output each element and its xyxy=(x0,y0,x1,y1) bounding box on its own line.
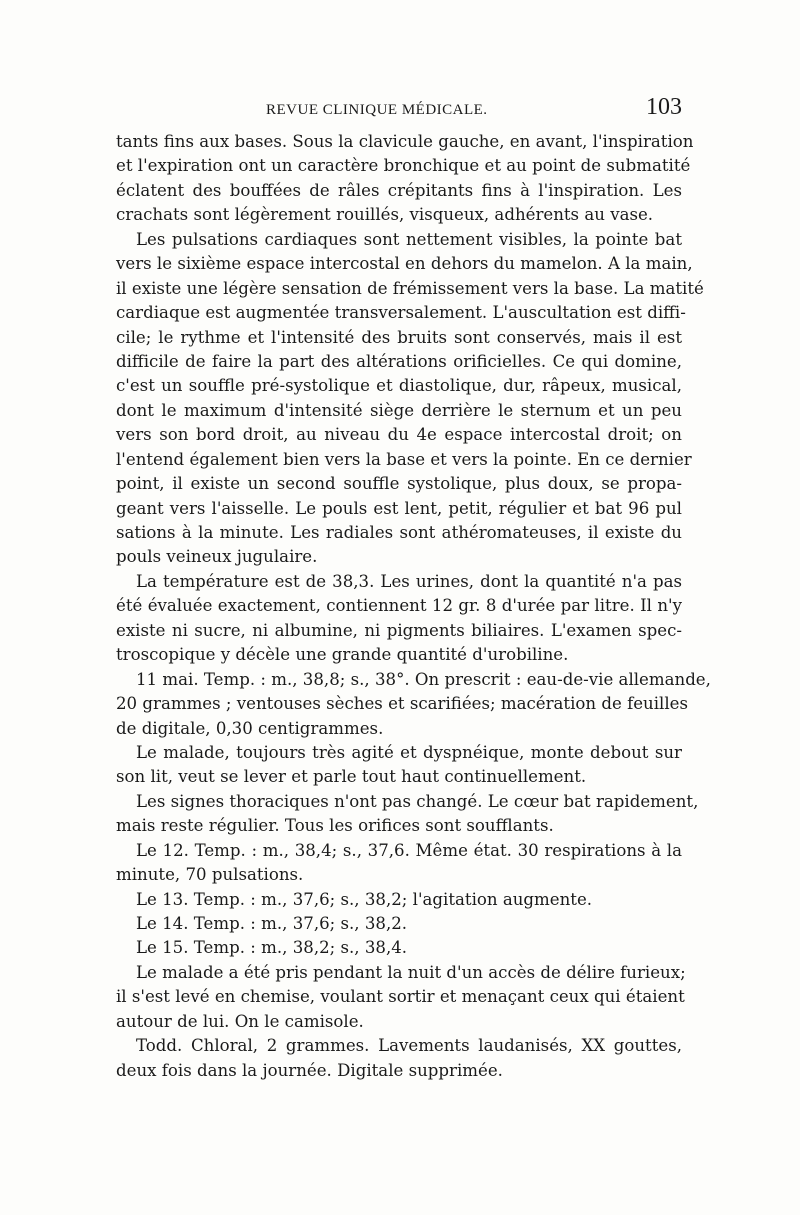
text-line: cardiaque est augmentée transversalement. L'auscultation est diffi- xyxy=(116,303,686,323)
text-line: difficile de faire la part des altérations orificielles. Ce qui domine, xyxy=(116,351,682,371)
text-line: geant vers l'aisselle. Le pouls est lent, petit, régulier et bat 96 pul xyxy=(116,498,682,518)
text-line: troscopique y décèle une grande quantité d'urobiline. xyxy=(116,645,569,665)
text-line: Le 15. Temp. : m., 38,2; s., 38,4. xyxy=(136,938,408,958)
text-line: l'entend également bien vers la base et vers la pointe. En ce dernier xyxy=(116,449,692,469)
text-line: La température est de 38,3. Les urines, dont la quantité n'a pas xyxy=(136,571,682,591)
text-line: Les signes thoraciques n'ont pas changé. Le cœur bat rapidement, xyxy=(136,791,699,811)
text-line: et l'expiration ont un caractère bronchique et au point de submatité xyxy=(116,156,691,176)
text-line: vers le sixième espace intercostal en dehors du mamelon. A la main, xyxy=(116,254,693,274)
text-line: Le malade a été pris pendant la nuit d'un accès de délire furieux; xyxy=(136,962,686,982)
text-line: Le 14. Temp. : m., 37,6; s., 38,2. xyxy=(136,914,408,933)
text-line: c'est un souffle pré-systolique et diastolique, dur, râpeux, musical, xyxy=(116,376,682,396)
text-line: été évaluée exactement, contiennent 12 gr. 8 d'urée par litre. Il n'y xyxy=(116,596,682,616)
text-line: de digitale, 0,30 centigrammes. xyxy=(116,718,384,738)
text-line: point, il existe un second souffle systolique, plus doux, se propa- xyxy=(116,474,682,494)
text-line: cile; le rythme et l'intensité des bruits sont conservés, mais il est xyxy=(116,327,682,347)
text-line: son lit, veut se lever et parle tout haut continuellement. xyxy=(116,767,587,787)
text-line: autour de lui. On le camisole. xyxy=(116,1011,364,1031)
text-line: Le 12. Temp. : m., 38,4; s., 37,6. Même état. 30 respirations à la xyxy=(136,840,682,860)
text-line: crachats sont légèrement rouillés, visqueux, adhérents au vase. xyxy=(116,205,654,225)
text-line: minute, 70 pulsations. xyxy=(116,865,304,885)
text-line: deux fois dans la journée. Digitale supprimée. xyxy=(116,1060,503,1080)
text-line: Le 13. Temp. : m., 37,6; s., 38,2; l'agitation augmente. xyxy=(136,889,593,909)
text-line: il existe une légère sensation de frémissement vers la base. La matité xyxy=(116,278,704,298)
text-line: tants fins aux bases. Sous la clavicule gauche, en avant, l'inspiration xyxy=(116,132,694,151)
body-text xyxy=(116,130,711,1083)
text-line: pouls veineux jugulaire. xyxy=(116,547,318,567)
text-line: mais reste régulier. Tous les orifices sont soufflants. xyxy=(116,816,554,836)
text-line: 11 mai. Temp. : m., 38,8; s., 38°. On prescrit : eau-de-vie allemande, xyxy=(136,669,711,689)
running-title: REVUE CLINIQUE MÉDICALE. xyxy=(266,102,488,118)
text-line: il s'est levé en chemise, voulant sortir et menaçant ceux qui étaient xyxy=(116,987,685,1007)
text-line: dont le maximum d'intensité siège derrière le sternum et un peu xyxy=(116,400,682,420)
text-line: Todd. Chloral, 2 grammes. Lavements laudanisés, XX gouttes, xyxy=(136,1036,682,1056)
page-header xyxy=(116,94,682,124)
text-line: éclatent des bouffées de râles crépitants fins à l'inspiration. Les xyxy=(116,180,682,200)
text-line: Le malade, toujours très agité et dyspnéique, monte debout sur xyxy=(136,742,682,762)
text-line: existe ni sucre, ni albumine, ni pigments biliaires. L'examen spec- xyxy=(116,620,682,640)
page-number: 103 xyxy=(646,94,682,120)
text-line: vers son bord droit, au niveau du 4e espace intercostal droit; on xyxy=(116,425,682,445)
text-line: 20 grammes ; ventouses sèches et scarifiées; macération de feuilles xyxy=(116,694,688,714)
text-line: Les pulsations cardiaques sont nettement visibles, la pointe bat xyxy=(136,229,682,249)
text-line: sations à la minute. Les radiales sont athéromateuses, il existe du xyxy=(116,523,682,542)
